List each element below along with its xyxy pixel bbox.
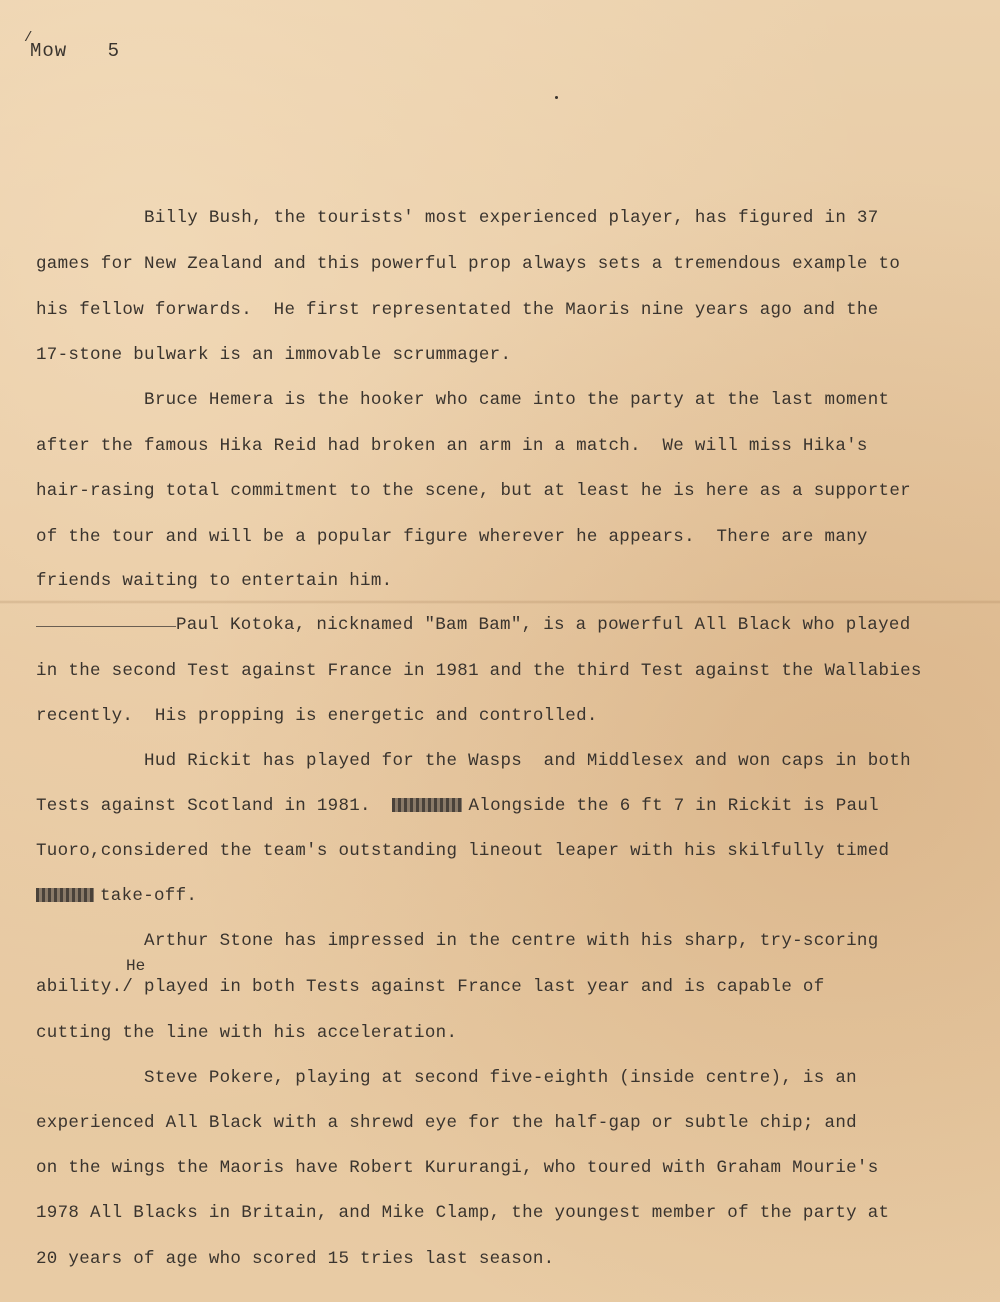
paper-fold: [0, 600, 1000, 604]
text-line-21: experienced All Black with a shrewd eye for the half-gap or subtle chip; and: [36, 1113, 857, 1133]
page-number: 5: [107, 40, 121, 62]
text-line-23: 1978 All Blacks in Britain, and Mike Clamp, the youngest member of the party at: [36, 1203, 890, 1223]
text-line-13: Hud Rickit has played for the Wasps and Middlesex and won caps in both: [36, 751, 911, 771]
text-line-22: on the wings the Maoris have Robert Kururangi, who toured with Graham Mourie's: [36, 1158, 879, 1178]
text-line-6: after the famous Hika Reid had broken an arm in a match. We will miss Hika's: [36, 436, 868, 456]
text-line-14-end: Alongside the 6 ft 7 in Rickit is Paul: [468, 796, 879, 816]
indent-rule: [36, 625, 176, 627]
text-line-1: Billy Bush, the tourists' most experienced player, has figured in 37: [36, 208, 879, 228]
text-line-20: Steve Pokere, playing at second five-eighth (inside centre), is an: [36, 1068, 857, 1088]
text-line-10-content: Paul Kotoka, nicknamed "Bam Bam", is a powerful All Black who played: [176, 615, 911, 635]
text-line-7: hair-rasing total commitment to the scene, but at least he is here as a supporter: [36, 481, 911, 501]
text-line-15: Tuoro,considered the team's outstanding lineout leaper with his skilfully timed: [36, 841, 890, 861]
text-line-19: cutting the line with his acceleration.: [36, 1023, 458, 1043]
text-line-17: Arthur Stone has impressed in the centre with his sharp, try-scoring: [36, 931, 879, 951]
text-line-9: friends waiting to entertain him.: [36, 571, 393, 591]
text-line-10: [36, 615, 911, 635]
text-line-8: of the tour and will be a popular figure wherever he appears. There are many: [36, 527, 868, 547]
text-line-5: Bruce Hemera is the hooker who came into the party at the last moment: [36, 390, 890, 410]
text-line-3: his fellow forwards. He first representated the Maoris nine years ago and the: [36, 300, 879, 320]
typed-strikeout: [36, 888, 94, 902]
ink-dot: [555, 96, 558, 99]
text-line-14-start: Tests against Scotland in 1981.: [36, 796, 371, 816]
typed-strikeout: [392, 798, 462, 812]
text-line-16: [36, 886, 197, 906]
text-line-24: 20 years of age who scored 15 tries last season.: [36, 1249, 555, 1269]
handwritten-insertion: He: [126, 957, 146, 975]
pen-mark: /: [24, 30, 34, 46]
page-header: [24, 30, 121, 62]
text-line-18: ability./ played in both Tests against France last year and is capable of: [36, 977, 825, 997]
text-line-2: games for New Zealand and this powerful prop always sets a tremendous example to: [36, 254, 901, 274]
text-line-14: [36, 796, 879, 816]
text-line-11: in the second Test against France in 1981 and the third Test against the Wallabies: [36, 661, 922, 681]
text-line-4: 17-stone bulwark is an immovable scrummager.: [36, 345, 512, 365]
text-line-12: recently. His propping is energetic and controlled.: [36, 706, 598, 726]
header-prefix: Mow: [30, 40, 68, 62]
text-line-16-content: take-off.: [100, 886, 198, 906]
